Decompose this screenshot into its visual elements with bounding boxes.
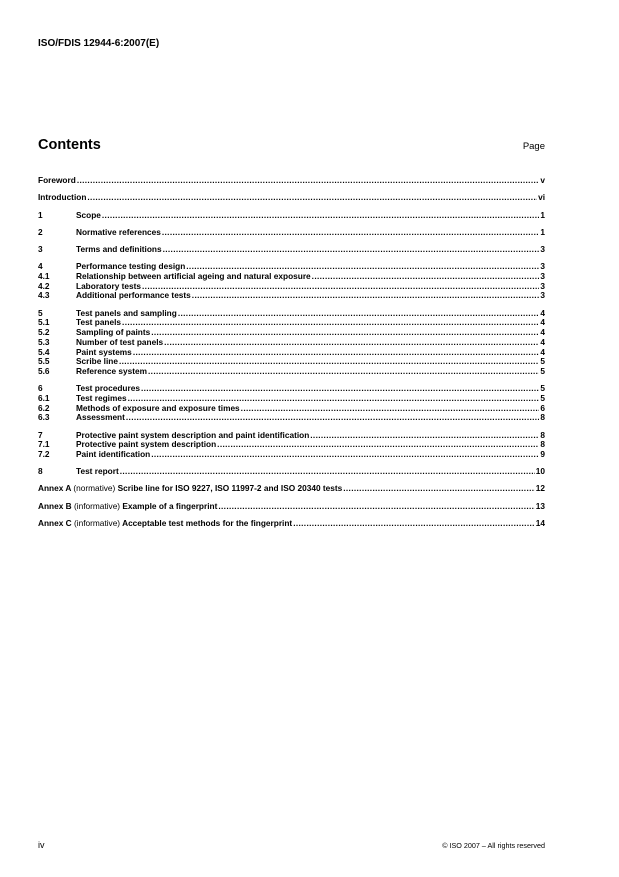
toc-entry-number: 5.3 (38, 336, 50, 347)
toc-entry-number: 3 (38, 244, 43, 255)
dot-leader (122, 318, 539, 328)
dot-leader (343, 484, 535, 494)
toc-entry[interactable] (38, 367, 545, 377)
annex-title-group (38, 519, 292, 529)
dot-leader (151, 450, 539, 460)
toc-entry-number: 5 (38, 307, 43, 318)
toc-entry-page: 5 (540, 383, 545, 394)
toc-entry-number: 7 (38, 429, 43, 440)
toc-entry[interactable] (38, 176, 545, 186)
toc-entry-title: Number of test panels (76, 336, 164, 347)
dot-leader (218, 502, 534, 512)
dot-leader (120, 467, 535, 477)
toc-entry-title: Reference system (76, 365, 148, 376)
toc-entry-number: 4.1 (38, 271, 50, 282)
dot-leader (126, 413, 539, 423)
annex-title-group (38, 484, 342, 494)
dot-leader (77, 176, 540, 186)
toc-entry-page: 14 (535, 518, 545, 528)
toc-entry-title: Sampling of paints (76, 327, 151, 338)
toc-entry-title: Test panels (76, 317, 122, 328)
dot-leader (310, 431, 539, 441)
dot-leader (141, 384, 539, 394)
toc-annex-entry[interactable] (38, 484, 545, 494)
toc-entry-title: Laboratory tests (76, 280, 142, 291)
toc-entry[interactable] (38, 291, 545, 301)
toc-entry-number: 5.4 (38, 346, 50, 357)
dot-leader (241, 404, 540, 414)
toc-entry-number: 6.3 (38, 412, 50, 423)
dot-leader (87, 193, 537, 203)
footer-page-number: iv (38, 840, 45, 850)
toc-entry-title: Terms and definitions (76, 244, 162, 255)
toc-entry-page: 3 (540, 290, 545, 301)
toc-entry-page: 13 (535, 500, 545, 511)
toc-entry-number: 6 (38, 383, 43, 394)
toc-entry-title: Normative references (76, 226, 161, 237)
toc-annex-entry[interactable] (38, 519, 545, 529)
toc-entry-page: 4 (540, 346, 545, 357)
toc-entry-page: 4 (540, 336, 545, 347)
toc-entry-page: 1 (540, 226, 545, 237)
toc-entry-page: 3 (540, 244, 545, 255)
toc-entry-number: 5.5 (38, 356, 50, 367)
dot-leader (142, 282, 539, 292)
dot-leader (163, 245, 540, 255)
toc-entry-page: 6 (540, 402, 545, 413)
dot-leader (178, 309, 540, 319)
annex-type: (informative) (73, 518, 121, 528)
annex-title-group (38, 502, 217, 512)
toc-entry-page: v (540, 175, 545, 185)
toc-entry[interactable] (38, 245, 545, 255)
toc-entry-page: 12 (535, 483, 545, 494)
toc-entry[interactable] (38, 193, 545, 203)
toc-entry-title: Foreword (38, 175, 76, 185)
toc-entry-page: 8 (540, 429, 545, 440)
toc-entry-number: 5.1 (38, 317, 50, 328)
annex-title: Scribe line for ISO 9227, ISO 11997-2 and ISO 20340 tests (117, 483, 343, 494)
toc-entry-number: 6.2 (38, 402, 50, 413)
annex-title: Acceptable test methods for the fingerprint (122, 518, 293, 528)
toc-entry-number: 4.3 (38, 290, 50, 301)
dot-leader (133, 348, 540, 358)
footer-copyright: © ISO 2007 – All rights reserved (442, 841, 545, 850)
toc-entry-page: 5 (540, 356, 545, 367)
toc-entry-title: Paint identification (76, 448, 151, 459)
toc-entry-page: 4 (540, 327, 545, 338)
toc-entry-page: 9 (540, 448, 545, 459)
toc-entry-page: 5 (540, 365, 545, 376)
toc-entry-number: 2 (38, 226, 43, 237)
toc-entry[interactable] (38, 413, 545, 423)
toc-entry-title: Methods of exposure and exposure times (76, 402, 240, 413)
annex-type: (normative) (73, 483, 116, 494)
toc-entry[interactable] (38, 211, 545, 221)
toc-entry-page: 8 (540, 412, 545, 423)
toc-entry-number: 7.1 (38, 439, 50, 450)
annex-label: Annex C (38, 518, 72, 528)
toc-entry-number: 8 (38, 466, 43, 477)
toc-entry-page: 8 (540, 439, 545, 450)
dot-leader (162, 228, 540, 238)
toc-entry-title: Paint systems (76, 346, 132, 357)
dot-leader (312, 272, 540, 282)
toc-entry-page: vi (538, 192, 545, 203)
toc-entry-number: 1 (38, 209, 43, 220)
toc-entry-page: 5 (540, 392, 545, 403)
dot-leader (148, 367, 539, 377)
annex-title: Example of a fingerprint (122, 500, 218, 511)
toc-entry-page: 10 (535, 466, 545, 477)
dot-leader (217, 440, 539, 450)
toc-annex-entry[interactable] (38, 502, 545, 512)
toc-entry-number: 4 (38, 261, 43, 272)
toc-entry-page: 1 (540, 209, 545, 220)
document-id: ISO/FDIS 12944-6:2007(E) (38, 38, 160, 49)
dot-leader (293, 519, 535, 529)
toc-entry-title: Test procedures (76, 383, 140, 394)
toc-entry-title: Additional performance tests (76, 290, 191, 301)
toc-entry-title: Performance testing design (76, 261, 186, 272)
toc-entry-number: 7.2 (38, 448, 50, 459)
toc-entry-title: Assessment (76, 412, 125, 423)
toc-entry-number: 5.2 (38, 327, 50, 338)
dot-leader (151, 328, 539, 338)
toc-entry-title: Scribe line (76, 356, 118, 367)
toc-entry-title: Test report (76, 466, 119, 477)
toc-entry-page: 3 (540, 280, 545, 291)
toc-entry-title: Scope (76, 209, 101, 220)
toc-entry-number: 6.1 (38, 392, 50, 403)
toc-entry-title: Protective paint system description and paint identification (76, 429, 310, 440)
dot-leader (102, 211, 539, 221)
toc-entry-page: 3 (540, 271, 545, 282)
toc-entry-page: 3 (540, 261, 545, 272)
toc-entry-title: Introduction (38, 192, 87, 203)
toc-entry-number: 5.6 (38, 365, 50, 376)
toc-entry-title: Relationship between artificial ageing and natural exposure (76, 271, 311, 282)
page-column-label: Page (522, 141, 545, 152)
toc-entry-title: Test regimes (76, 392, 127, 403)
toc-entry-title: Test panels and sampling (76, 307, 177, 318)
annex-label: Annex A (38, 483, 72, 494)
toc-entry[interactable] (38, 467, 545, 477)
toc-entry-page: 4 (540, 317, 545, 328)
toc-entry[interactable] (38, 450, 545, 460)
toc-entry[interactable] (38, 228, 545, 238)
annex-type: (informative) (73, 500, 121, 511)
annex-label: Annex B (38, 500, 72, 511)
dot-leader (119, 357, 539, 367)
toc-entry-title: Protective paint system description (76, 439, 217, 450)
toc-entry-number: 4.2 (38, 280, 50, 291)
dot-leader (192, 291, 540, 301)
dot-leader (164, 338, 539, 348)
contents-heading: Contents (38, 137, 101, 153)
toc-entry-page: 4 (540, 307, 545, 318)
table-of-contents (38, 176, 545, 529)
